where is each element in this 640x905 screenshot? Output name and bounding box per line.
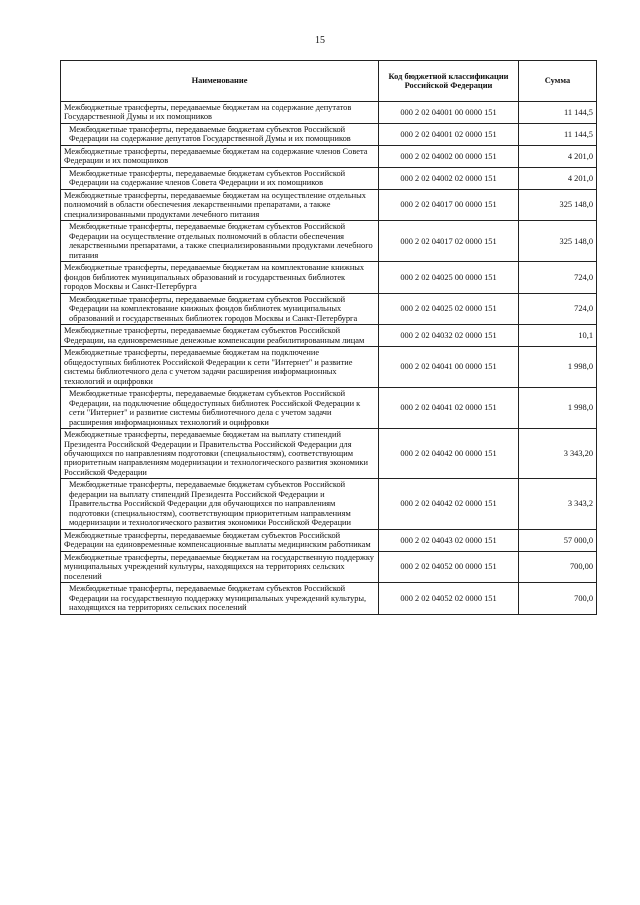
row-name: Межбюджетные трансферты, передаваемые бюджетам субъектов Российской Федерации на содержание депутатов Государственной Думы и их помощников — [61, 123, 379, 145]
table-row — [61, 551, 597, 582]
row-name: Межбюджетные трансферты, передаваемые бюджетам на осуществление отдельных полномочий в области обеспечения лекарственными препаратами, а также специализированными продуктами лечебного питания — [61, 189, 379, 220]
row-name: Межбюджетные трансферты, передаваемые бюджетам на содержание членов Совета Федерации и их помощников — [61, 145, 379, 167]
row-amount: 700,0 — [519, 583, 597, 614]
table-row — [61, 325, 597, 347]
row-code: 000 2 02 04025 02 0000 151 — [379, 293, 519, 324]
row-amount: 1 998,0 — [519, 347, 597, 388]
header-amount: Сумма — [519, 61, 597, 102]
row-code: 000 2 02 04042 00 0000 151 — [379, 429, 519, 479]
row-name: Межбюджетные трансферты, передаваемые бюджетам на комплектование книжных фондов библиотек муниципальных образований и государственных библиотек городов Москвы и Санкт-Петербурга — [61, 262, 379, 293]
table-row — [61, 221, 597, 262]
page-number: 15 — [315, 35, 325, 46]
row-amount: 57 000,0 — [519, 529, 597, 551]
row-amount: 10,1 — [519, 325, 597, 347]
row-amount: 1 998,0 — [519, 388, 597, 429]
table-row — [61, 102, 597, 124]
header-code: Код бюджетной классификации Российской Федерации — [379, 61, 519, 102]
table-body — [61, 102, 597, 615]
table-row — [61, 388, 597, 429]
row-code: 000 2 02 04041 00 0000 151 — [379, 347, 519, 388]
row-amount: 724,0 — [519, 293, 597, 324]
row-code: 000 2 02 04001 02 0000 151 — [379, 123, 519, 145]
table-row — [61, 145, 597, 167]
row-amount: 724,0 — [519, 262, 597, 293]
row-name: Межбюджетные трансферты, передаваемые бюджетам субъектов Российской Федерации на единовременные компенсационные выплаты медицинским работникам — [61, 529, 379, 551]
row-amount: 11 144,5 — [519, 123, 597, 145]
row-code: 000 2 02 04052 02 0000 151 — [379, 583, 519, 614]
table-header-row — [61, 61, 597, 102]
row-amount: 3 343,20 — [519, 429, 597, 479]
row-code: 000 2 02 04043 02 0000 151 — [379, 529, 519, 551]
row-amount: 4 201,0 — [519, 167, 597, 189]
budget-table — [60, 60, 597, 615]
row-name: Межбюджетные трансферты, передаваемые бюджетам субъектов Российской федерации на выплату стипендий Президента Российской Федерации и Правительства Российской Федерации для обучающихся по направлениям подготовки (специальностям), соответствующим приоритетным направлениям модернизации и технологического развития экономики Российской Федерации — [61, 479, 379, 529]
table-row — [61, 529, 597, 551]
row-name: Межбюджетные трансферты, передаваемые бюджетам на подключение общедоступных библиотек Российской Федерации к сети "Интернет" и развитие системы библиотечного дела с учетом задачи расширения информационных технологий и оцифровки — [61, 347, 379, 388]
row-amount: 4 201,0 — [519, 145, 597, 167]
row-name: Межбюджетные трансферты, передаваемые бюджетам субъектов Российской Федерации, на единовременные денежные компенсации реабилитированным лицам — [61, 325, 379, 347]
row-name: Межбюджетные трансферты, передаваемые бюджетам субъектов Российской Федерации, на подключение общедоступных библиотек Российской Федерации к сети "Интернет" и развитие системы библиотечного дела с учетом задачи расширения информационных технологий и оцифровки — [61, 388, 379, 429]
table-row — [61, 347, 597, 388]
table-row — [61, 583, 597, 614]
row-amount: 3 343,2 — [519, 479, 597, 529]
table-row — [61, 293, 597, 324]
row-code: 000 2 02 04052 00 0000 151 — [379, 551, 519, 582]
table-row — [61, 189, 597, 220]
row-amount: 325 148,0 — [519, 189, 597, 220]
row-code: 000 2 02 04032 02 0000 151 — [379, 325, 519, 347]
row-code: 000 2 02 04002 02 0000 151 — [379, 167, 519, 189]
table-row — [61, 123, 597, 145]
row-amount: 700,00 — [519, 551, 597, 582]
row-code: 000 2 02 04025 00 0000 151 — [379, 262, 519, 293]
row-code: 000 2 02 04042 02 0000 151 — [379, 479, 519, 529]
table-row — [61, 262, 597, 293]
row-name: Межбюджетные трансферты, передаваемые бюджетам субъектов Российской Федерации на осуществление отдельных полномочий в области обеспечения лекарственными препаратами, а также специализированными продуктами лечебного питания — [61, 221, 379, 262]
row-name: Межбюджетные трансферты, передаваемые бюджетам субъектов Российской Федерации на государственную поддержку муниципальных учреждений культуры, находящихся на территориях сельских поселений — [61, 583, 379, 614]
row-code: 000 2 02 04002 00 0000 151 — [379, 145, 519, 167]
table-row — [61, 429, 597, 479]
row-code: 000 2 02 04001 00 0000 151 — [379, 102, 519, 124]
row-name: Межбюджетные трансферты, передаваемые бюджетам субъектов Российской Федерации на содержание членов Совета Федерации и их помощников — [61, 167, 379, 189]
row-amount: 325 148,0 — [519, 221, 597, 262]
table-row — [61, 167, 597, 189]
row-name: Межбюджетные трансферты, передаваемые бюджетам на содержание депутатов Государственной Думы и их помощников — [61, 102, 379, 124]
row-name: Межбюджетные трансферты, передаваемые бюджетам на выплату стипендий Президента Российской Федерации и Правительства Российской Федерации для обучающихся по направлениям подготовки (специальностям), соответствующим приоритетным направлениям модернизации и технологического развития экономики Российской Федерации — [61, 429, 379, 479]
row-name: Межбюджетные трансферты, передаваемые бюджетам на государственную поддержку муниципальных учреждений культуры, находящихся на территориях сельских поселений — [61, 551, 379, 582]
row-name: Межбюджетные трансферты, передаваемые бюджетам субъектов Российской Федерации на комплектование книжных фондов библиотек муниципальных образований и государственных библиотек городов Москвы и Санкт-Петербурга — [61, 293, 379, 324]
row-amount: 11 144,5 — [519, 102, 597, 124]
row-code: 000 2 02 04041 02 0000 151 — [379, 388, 519, 429]
row-code: 000 2 02 04017 00 0000 151 — [379, 189, 519, 220]
table-row — [61, 479, 597, 529]
row-code: 000 2 02 04017 02 0000 151 — [379, 221, 519, 262]
header-name: Наименование — [61, 61, 379, 102]
